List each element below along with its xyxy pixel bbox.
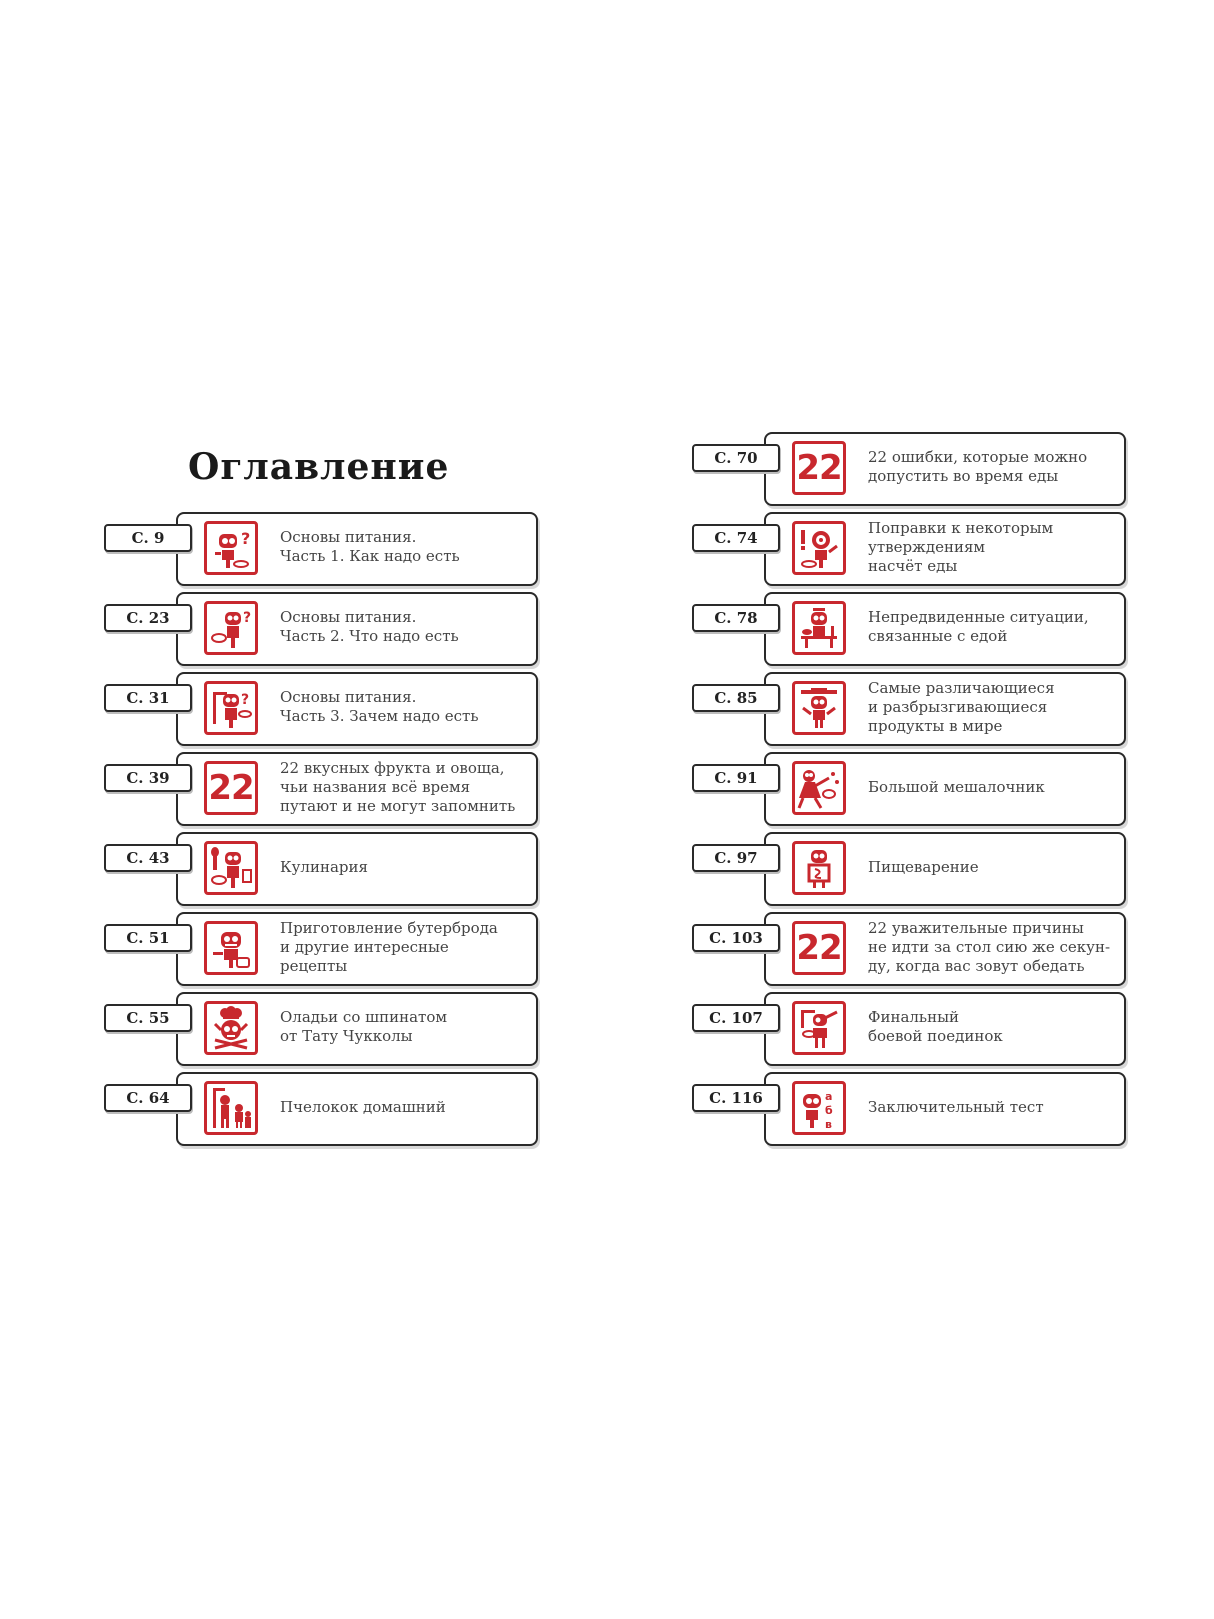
entry-label: Самые различающиеся и разбрызгивающиеся продукты в мире bbox=[868, 678, 1055, 735]
entry-label: Кулинария bbox=[280, 857, 368, 876]
page-number-tab: С. 78 bbox=[692, 604, 780, 632]
entry-label: Пищеварение bbox=[868, 857, 979, 876]
toc-entry[interactable] bbox=[104, 992, 564, 1066]
toc-entry[interactable] bbox=[104, 832, 564, 906]
entry-label: Приготовление бутерброда и другие интересные рецепты bbox=[280, 918, 498, 975]
svg-text:?: ? bbox=[241, 529, 251, 548]
toc-entry[interactable] bbox=[692, 672, 1152, 746]
toc-entry[interactable] bbox=[104, 752, 564, 826]
toc-entry[interactable] bbox=[104, 592, 564, 666]
robot-exclamation-icon bbox=[792, 521, 846, 575]
entry-label: Основы питания. Часть 1. Как надо есть bbox=[280, 528, 460, 565]
toc-entry[interactable] bbox=[104, 912, 564, 986]
page-number-tab: С. 9 bbox=[104, 524, 192, 552]
entry-label: Заключительный тест bbox=[868, 1097, 1044, 1116]
robot-cooking-icon bbox=[204, 841, 258, 895]
entry-label: Непредвиденные ситуации, связанные с едой bbox=[868, 608, 1089, 645]
robot-hat-icon bbox=[792, 681, 846, 735]
page-number-tab: С. 31 bbox=[104, 684, 192, 712]
number-22-icon: 22 bbox=[204, 761, 258, 815]
entry-label: Финальный боевой поединок bbox=[868, 1008, 1003, 1045]
entry-label: 22 уважительные причины не идти за стол сию же секун- ду, когда вас зовут обедать bbox=[868, 918, 1111, 975]
svg-text:в: в bbox=[825, 1118, 832, 1131]
entry-label: Оладьи со шпинатом от Тату Чукколы bbox=[280, 1008, 448, 1045]
toc-entry[interactable] bbox=[692, 512, 1152, 586]
toc-entry[interactable] bbox=[692, 912, 1152, 986]
page-number-tab: С. 97 bbox=[692, 844, 780, 872]
entry-label: Основы питания. Часть 3. Зачем надо есть bbox=[280, 688, 479, 725]
page-number-tab: С. 85 bbox=[692, 684, 780, 712]
page-number-tab: С. 51 bbox=[104, 924, 192, 952]
svg-text:?: ? bbox=[241, 692, 250, 708]
svg-text:а: а bbox=[825, 1090, 833, 1103]
svg-text:?: ? bbox=[243, 610, 252, 626]
toc-entry[interactable] bbox=[692, 1072, 1152, 1146]
robot-battle-icon bbox=[792, 1001, 846, 1055]
entry-label: Поправки к некоторым утверждениям насчёт еды bbox=[868, 518, 1054, 575]
robot-question-icon bbox=[204, 681, 258, 735]
number-22-icon: 22 bbox=[792, 441, 846, 495]
robot-table-icon bbox=[792, 601, 846, 655]
entry-label: Пчелокок домашний bbox=[280, 1097, 446, 1116]
robot-question-icon bbox=[204, 601, 258, 655]
page-number-tab: С. 74 bbox=[692, 524, 780, 552]
page-number-tab: С. 43 bbox=[104, 844, 192, 872]
toc-entry[interactable] bbox=[692, 432, 1152, 506]
page-number-tab: С. 103 bbox=[692, 924, 780, 952]
entry-label: Большой мешалочник bbox=[868, 777, 1045, 796]
number-22-icon: 22 bbox=[792, 921, 846, 975]
page-number-tab: С. 23 bbox=[104, 604, 192, 632]
toc-entry[interactable] bbox=[104, 512, 564, 586]
robot-digestion-icon bbox=[792, 841, 846, 895]
toc-entry[interactable] bbox=[104, 672, 564, 746]
page-title: Оглавление bbox=[188, 446, 450, 488]
entry-label: Основы питания. Часть 2. Что надо есть bbox=[280, 608, 459, 645]
page-number-tab: С. 107 bbox=[692, 1004, 780, 1032]
page-number-tab: С. 55 bbox=[104, 1004, 192, 1032]
toc-entry[interactable] bbox=[692, 592, 1152, 666]
toc-entry[interactable] bbox=[104, 1072, 564, 1146]
robot-sandwich-icon bbox=[204, 921, 258, 975]
page-number-tab: С. 39 bbox=[104, 764, 192, 792]
svg-text:б: б bbox=[825, 1104, 833, 1117]
page-number-tab: С. 64 bbox=[104, 1084, 192, 1112]
chef-skull-icon bbox=[204, 1001, 258, 1055]
robot-question-icon bbox=[204, 521, 258, 575]
toc-entry[interactable] bbox=[692, 752, 1152, 826]
page-number-tab: С. 91 bbox=[692, 764, 780, 792]
family-figures-icon bbox=[204, 1081, 258, 1135]
page-number-tab: С. 70 bbox=[692, 444, 780, 472]
page-number-tab: С. 116 bbox=[692, 1084, 780, 1112]
entry-label: 22 вкусных фрукта и овоща, чьи названия всё время путают и не могут запомнить bbox=[280, 758, 516, 815]
toc-entry[interactable] bbox=[692, 992, 1152, 1066]
toc-entry[interactable] bbox=[692, 832, 1152, 906]
entry-label: 22 ошибки, которые можно допустить во время еды bbox=[868, 448, 1088, 485]
robot-test-icon bbox=[792, 1081, 846, 1135]
dancing-robot-icon bbox=[792, 761, 846, 815]
